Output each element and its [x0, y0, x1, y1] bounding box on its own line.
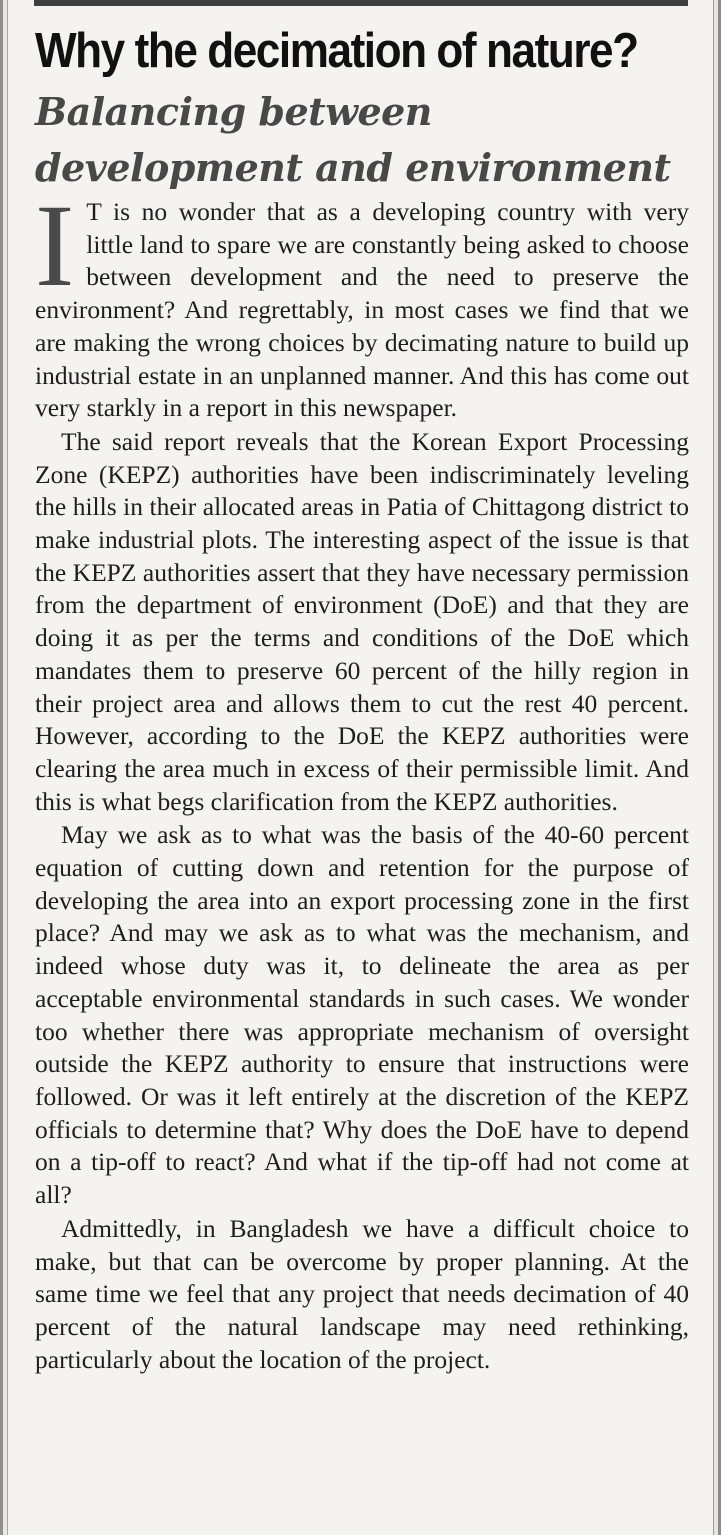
paragraph	[35, 180, 689, 425]
editorial-article	[35, 18, 689, 1376]
paragraph: Admittedly, in Bangladesh we have a difficult choice to make, but that can be overcome by proper planning. At the same time we feel that any project that needs decimation of 40 percent of the natural landscape may need rethinking, particularly about the location of the project.	[35, 1213, 689, 1374]
paragraph: May we ask as to what was the basis of the 40-60 percent equation of cutting down and retention for the purpose of developing the area into an export processing zone in the first place? And may we ask as to what was the mechanism, and indeed whose duty was it, to delineate the area as per acceptable environmental standards in such cases. We wonder too whether there was appropriate mechanism of oversight outside the KEPZ authority to ensure that instructions were followed. Or was it left entirely at the discretion of the KEPZ officials to determine that? Why does the DoE have to depend on a tip-off to react? And what if the tip-off had not come at all?	[35, 820, 689, 1210]
left-column-border	[0, 0, 11, 1535]
subheadline: Balancing between development and environment	[35, 89, 671, 190]
top-rule	[34, 0, 688, 6]
headline: Why the decimation of nature?	[35, 24, 638, 78]
drop-cap: I	[35, 180, 75, 311]
paragraph-text: T is no wonder that as a developing country with very little land to spare we are constantly being asked to choose between development and the need to preserve the environment? And regrettably, in most cases we find that we are making the wrong choices by decimating nature to build up industrial estate in an unplanned manner. And this has come out very starkly in a report in this newspaper.	[35, 197, 689, 423]
paragraph: The said report reveals that the Korean Export Processing Zone (KEPZ) authorities have been indiscriminately leveling the hills in their allocated areas in Patia of Chittagong district to make industrial plots. The interesting aspect of the issue is that the KEPZ authorities assert that they have necessary permission from the department of environment (DoE) and that they are doing it as per the terms and conditions of the DoE which mandates them to preserve 60 percent of the hilly region in their project area and allows them to cut the rest 40 percent. However, according to the DoE the KEPZ authorities were clearing the area much in excess of their permissible limit. And this is what begs clarification from the KEPZ authorities.	[35, 426, 689, 816]
right-column-border	[703, 0, 721, 1535]
article-body	[35, 180, 689, 1376]
